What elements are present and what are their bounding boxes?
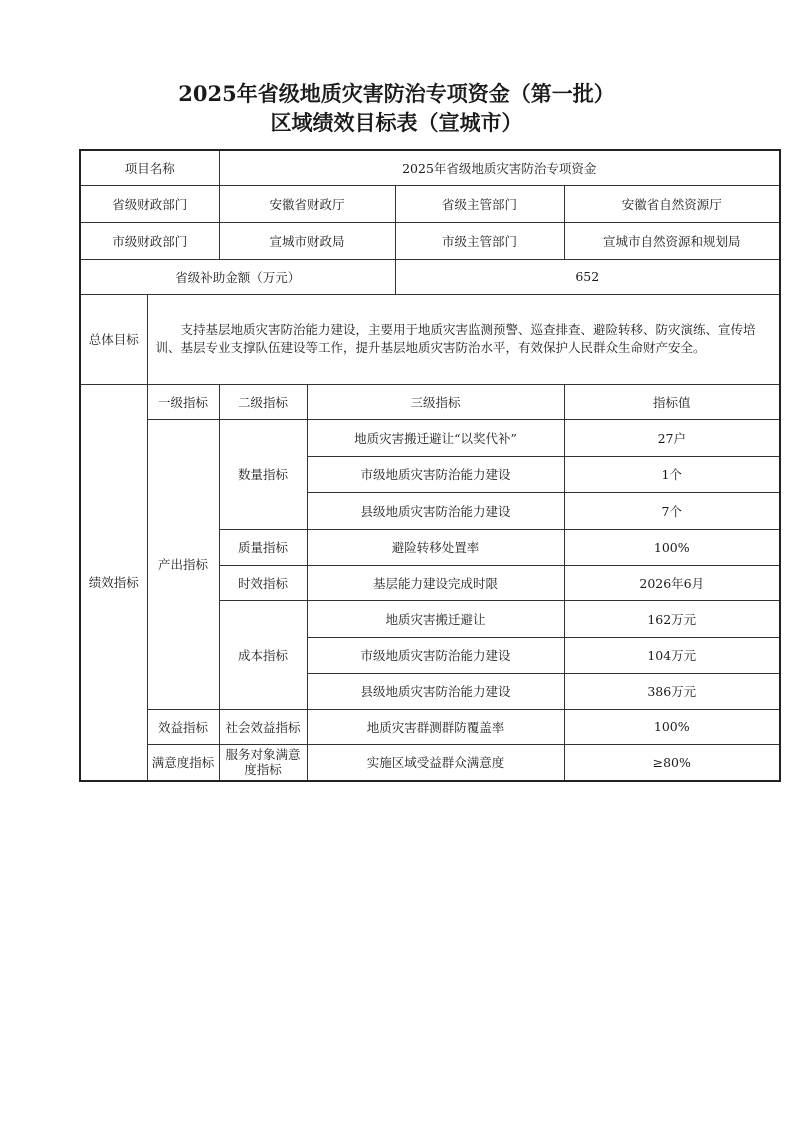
header-level2: 二级指标 — [219, 384, 307, 419]
table-row — [80, 709, 780, 744]
header-value: 指标值 — [564, 384, 780, 419]
overall-objective-text: 支持基层地质灾害防治能力建设，主要用于地质灾害监测预警、巡查排查、避险转移、防灾演练、宣传培训、基层专业支撑队伍建设等工作，提升基层地质灾害防治水平，有效保护人民群众生命财产安全。 — [155, 322, 756, 355]
indicator-name: 市级地质灾害防治能力建设 — [307, 637, 564, 673]
output-indicators-label: 产出指标 — [147, 419, 219, 709]
indicator-value: 100% — [564, 709, 780, 744]
cost-indicators-label: 成本指标 — [219, 600, 307, 709]
service-satisfaction-indicators-label: 服务对象满意度指标 — [219, 744, 307, 781]
indicator-name: 市级地质灾害防治能力建设 — [307, 456, 564, 492]
indicator-name: 地质灾害群测群防覆盖率 — [307, 709, 564, 744]
satisfaction-indicators-label: 满意度指标 — [147, 744, 219, 781]
city-finance-label: 市级财政部门 — [80, 222, 219, 259]
indicator-name: 基层能力建设完成时限 — [307, 565, 564, 600]
indicator-name: 避险转移处置率 — [307, 529, 564, 565]
overall-objective-cell — [147, 294, 780, 384]
table-row — [80, 744, 780, 781]
indicator-value: ≥80% — [564, 744, 780, 781]
provincial-finance-label: 省级财政部门 — [80, 185, 219, 222]
indicator-value: 27户 — [564, 419, 780, 456]
project-name-row — [80, 150, 780, 185]
indicator-name: 地质灾害搬迁避让 — [307, 600, 564, 637]
provincial-admin-value: 安徽省自然资源厅 — [564, 185, 780, 222]
overall-objective-row — [80, 294, 780, 384]
indicator-name: 实施区域受益群众满意度 — [307, 744, 564, 781]
performance-header-row — [80, 384, 780, 419]
project-name-value: 2025年省级地质灾害防治专项资金 — [219, 150, 780, 185]
city-admin-value: 宣城市自然资源和规划局 — [564, 222, 780, 259]
indicator-value: 386万元 — [564, 673, 780, 709]
provincial-dept-row — [80, 185, 780, 222]
indicator-name: 县级地质灾害防治能力建设 — [307, 673, 564, 709]
header-level3: 三级指标 — [307, 384, 564, 419]
quantity-indicators-label: 数量指标 — [219, 419, 307, 529]
subsidy-label: 省级补助金额（万元） — [80, 259, 395, 294]
header-level1: 一级指标 — [147, 384, 219, 419]
indicator-value: 100% — [564, 529, 780, 565]
performance-target-table — [79, 149, 781, 782]
quality-indicators-label: 质量指标 — [219, 529, 307, 565]
provincial-finance-value: 安徽省财政厅 — [219, 185, 395, 222]
indicator-value: 7个 — [564, 492, 780, 529]
table-row — [80, 419, 780, 456]
indicator-name: 县级地质灾害防治能力建设 — [307, 492, 564, 529]
subsidy-row — [80, 259, 780, 294]
performance-indicators-label: 绩效指标 — [80, 384, 147, 781]
provincial-admin-label: 省级主管部门 — [395, 185, 564, 222]
subsidy-value: 652 — [395, 259, 780, 294]
indicator-value: 2026年6月 — [564, 565, 780, 600]
city-dept-row — [80, 222, 780, 259]
indicator-name: 地质灾害搬迁避让“以奖代补” — [307, 419, 564, 456]
indicator-value: 162万元 — [564, 600, 780, 637]
benefit-indicators-label: 效益指标 — [147, 709, 219, 744]
city-finance-value: 宣城市财政局 — [219, 222, 395, 259]
social-benefit-indicators-label: 社会效益指标 — [219, 709, 307, 744]
indicator-value: 1个 — [564, 456, 780, 492]
document-title-line2: 区域绩效目标表（宣城市） — [270, 110, 523, 135]
indicator-value: 104万元 — [564, 637, 780, 673]
timeliness-indicators-label: 时效指标 — [219, 565, 307, 600]
project-name-label: 项目名称 — [80, 150, 219, 185]
overall-objective-label: 总体目标 — [80, 294, 147, 384]
document-title-line1: 2025年省级地质灾害防治专项资金（第一批） — [178, 81, 615, 106]
city-admin-label: 市级主管部门 — [395, 222, 564, 259]
